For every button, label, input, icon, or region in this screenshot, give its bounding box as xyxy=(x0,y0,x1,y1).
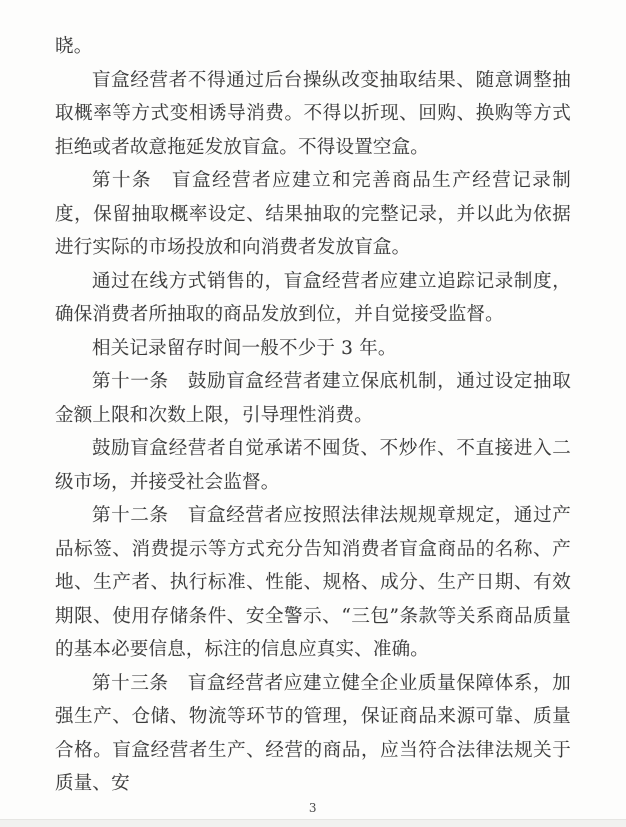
paragraph: 鼓励盲盒经营者自觉承诺不囤货、不炒作、不直接进入二级市场，并接受社会监督。 xyxy=(55,438,571,493)
paragraph: 第十一条 鼓励盲盒经营者建立保底机制，通过设定抽取金额上限和次数上限，引导理性消费。 xyxy=(55,371,571,426)
document-body xyxy=(55,30,571,801)
scan-edge-strip xyxy=(0,819,626,827)
paragraph: 通过在线方式销售的，盲盒经营者应建立追踪记录制度，确保消费者所抽取的商品发放到位，并自觉接受监督。 xyxy=(55,270,571,325)
paragraph: 第十条 盲盒经营者应建立和完善商品生产经营记录制度，保留抽取概率设定、结果抽取的完整记录，并以此为依据进行实际的市场投放和向消费者发放盲盒。 xyxy=(55,170,571,258)
paragraph: 第十二条 盲盒经营者应按照法律法规规章规定，通过产品标签、消费提示等方式充分告知消费者盲盒商品的名称、产地、生产者、执行标准、性能、规格、成分、生产日期、有效期限、使用存储条件、安全警示、“三包”条款等关系商品质量的基本必要信息，标注的信息应真实、准确。 xyxy=(55,505,571,660)
paragraph: 盲盒经营者不得通过后台操纵改变抽取结果、随意调整抽取概率等方式变相诱导消费。不得以折现、回购、换购等方式拒绝或者故意拖延发放盲盒。不得设置空盒。 xyxy=(55,69,571,158)
page-number: 3 xyxy=(308,801,318,815)
paragraph: 晓。 xyxy=(55,36,93,57)
paragraph: 第十三条 盲盒经营者应建立健全企业质量保障体系，加强生产、仓储、物流等环节的管理，保证商品来源可靠、质量合格。盲盒经营者生产、经营的商品，应当符合法律法规关于质量、安 xyxy=(55,672,571,794)
paragraph: 相关记录留存时间一般不少于 3 年。 xyxy=(92,337,397,359)
